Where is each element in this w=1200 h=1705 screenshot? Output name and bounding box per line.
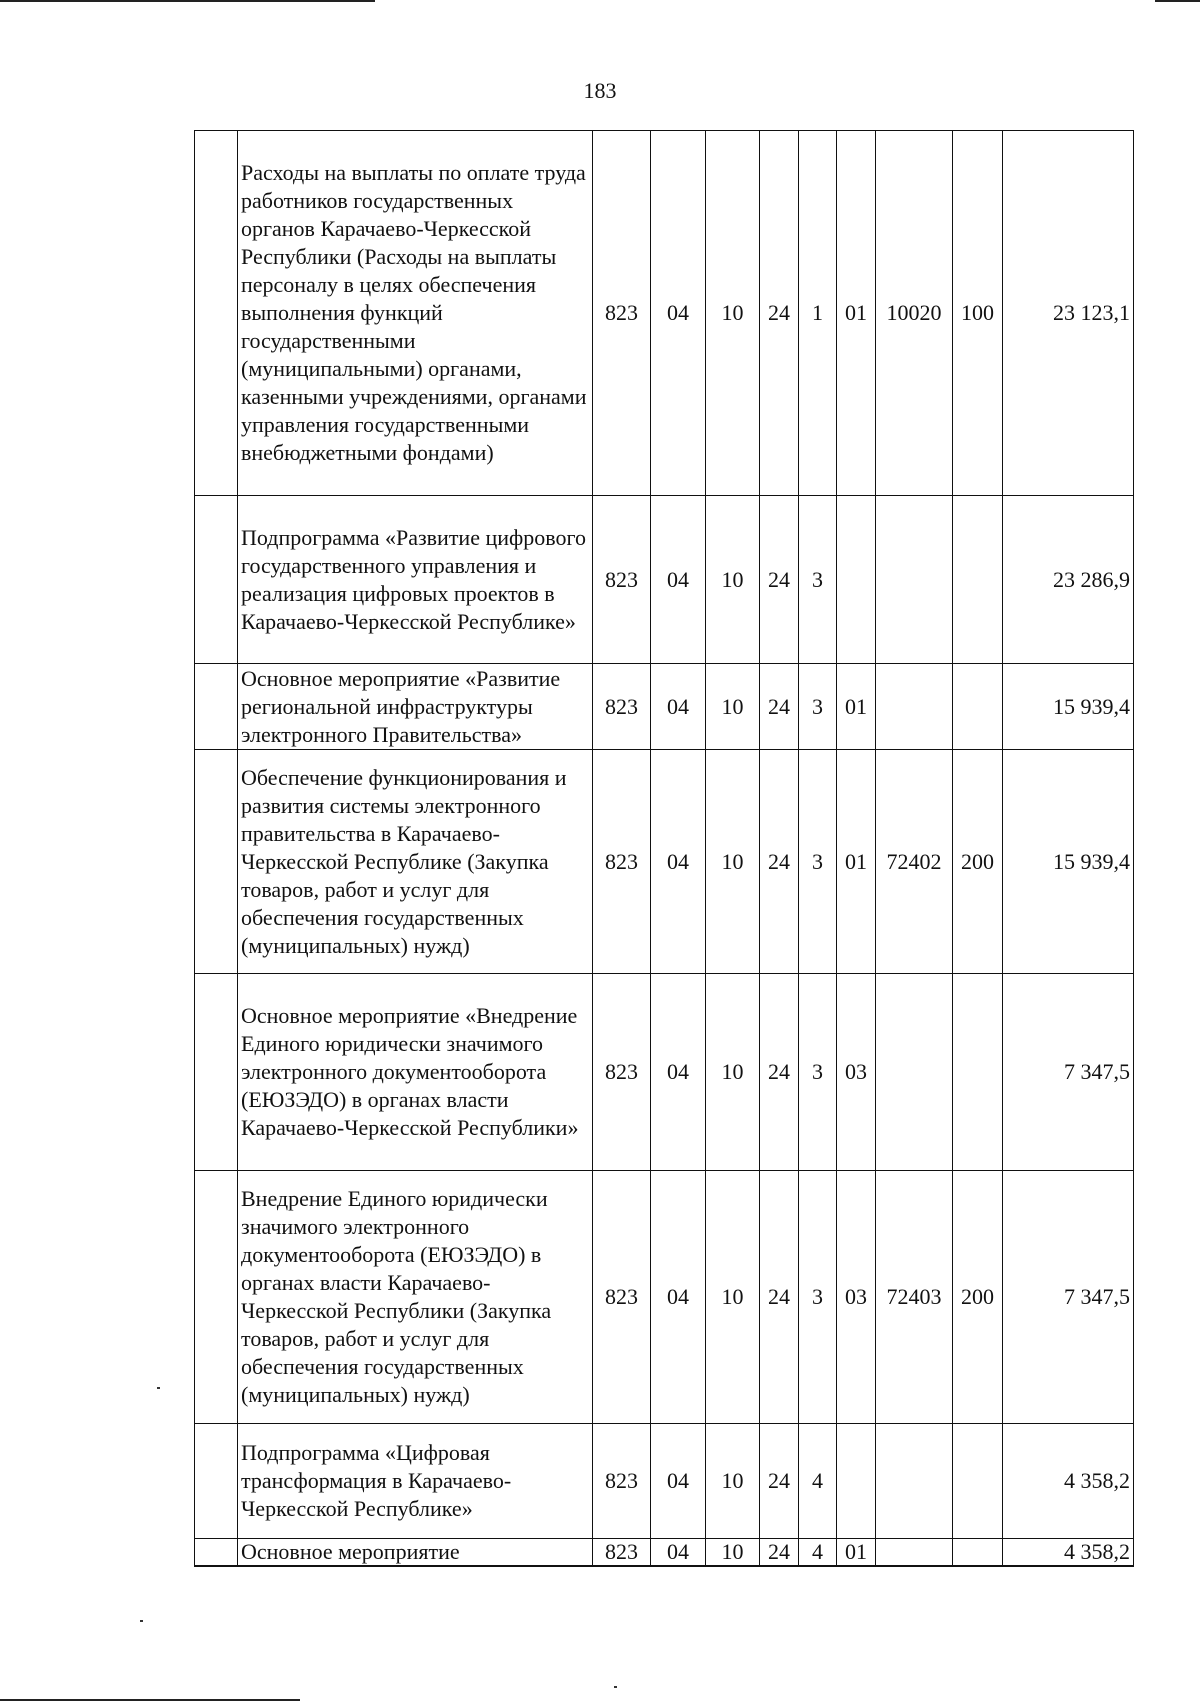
empty-cell — [195, 1539, 238, 1566]
code-cell: 24 — [760, 664, 799, 750]
scan-edge-line — [0, 1699, 300, 1701]
code-cell: 24 — [760, 750, 799, 974]
code-cell: 24 — [760, 974, 799, 1171]
code-cell: 04 — [651, 496, 706, 664]
scan-edge-line — [0, 0, 375, 2]
table-row — [195, 750, 1134, 974]
item-name: Расходы на выплаты по оплате труда работников государственных органов Карачаево-Черкесской Республики (Расходы на выплаты персоналу в целях обеспечения выполнения функций государственными (муниципальными) органами, казенными учреждениями, органами управления государственными внебюджетными фондами) — [238, 131, 593, 496]
code-cell — [837, 496, 876, 664]
item-name: Основное мероприятие — [238, 1539, 593, 1566]
code-cell: 3 — [799, 664, 837, 750]
item-name: Основное мероприятие «Развитие региональной инфраструктуры электронного Правительства» — [238, 664, 593, 750]
code-cell: 04 — [651, 131, 706, 496]
code-cell: 100 — [953, 131, 1003, 496]
code-cell: 72402 — [876, 750, 953, 974]
code-cell: 200 — [953, 1171, 1003, 1424]
code-cell: 10 — [706, 664, 760, 750]
code-cell: 10 — [706, 1424, 760, 1539]
scan-speck — [140, 1620, 143, 1622]
empty-cell — [195, 664, 238, 750]
page-number: 183 — [583, 78, 617, 103]
code-cell: 04 — [651, 1539, 706, 1566]
item-name: Подпрограмма «Развитие цифрового государственного управления и реализация цифровых проектов в Карачаево-Черкесской Республике» — [238, 496, 593, 664]
amount-cell: 23 286,9 — [1003, 496, 1134, 664]
code-cell: 823 — [593, 750, 651, 974]
code-cell: 10 — [706, 1171, 760, 1424]
code-cell — [876, 1539, 953, 1566]
code-cell: 200 — [953, 750, 1003, 974]
empty-cell — [195, 131, 238, 496]
code-cell: 823 — [593, 1539, 651, 1566]
scan-speck — [614, 1686, 617, 1688]
table-row — [195, 496, 1134, 664]
scan-speck — [157, 1387, 160, 1389]
code-cell: 01 — [837, 664, 876, 750]
code-cell: 01 — [837, 750, 876, 974]
code-cell: 04 — [651, 1171, 706, 1424]
budget-table — [194, 130, 1134, 1567]
code-cell — [876, 496, 953, 664]
amount-cell: 15 939,4 — [1003, 664, 1134, 750]
code-cell: 04 — [651, 664, 706, 750]
empty-cell — [195, 496, 238, 664]
amount-cell: 4 358,2 — [1003, 1424, 1134, 1539]
code-cell: 1 — [799, 131, 837, 496]
code-cell: 3 — [799, 750, 837, 974]
code-cell — [953, 664, 1003, 750]
code-cell: 823 — [593, 131, 651, 496]
code-cell: 72403 — [876, 1171, 953, 1424]
empty-cell — [195, 750, 238, 974]
item-name: Основное мероприятие «Внедрение Единого юридически значимого электронного документооборота (ЕЮЗЭДО) в органах власти Карачаево-Черкесской Республики» — [238, 974, 593, 1171]
table-row — [195, 1539, 1134, 1566]
code-cell: 24 — [760, 496, 799, 664]
empty-cell — [195, 1424, 238, 1539]
code-cell: 3 — [799, 496, 837, 664]
code-cell — [837, 1424, 876, 1539]
code-cell — [953, 1424, 1003, 1539]
code-cell: 10 — [706, 1539, 760, 1566]
amount-cell: 4 358,2 — [1003, 1539, 1134, 1566]
item-name: Внедрение Единого юридически значимого электронного документооборота (ЕЮЗЭДО) в органах власти Карачаево-Черкесской Республики (Закупка товаров, работ и услуг для обеспечения государственных (муниципальных) нужд) — [238, 1171, 593, 1424]
code-cell: 03 — [837, 1171, 876, 1424]
code-cell: 10 — [706, 131, 760, 496]
amount-cell: 23 123,1 — [1003, 131, 1134, 496]
code-cell: 3 — [799, 1171, 837, 1424]
amount-cell: 7 347,5 — [1003, 1171, 1134, 1424]
code-cell: 01 — [837, 131, 876, 496]
code-cell: 04 — [651, 1424, 706, 1539]
scan-edge-line — [1155, 0, 1200, 2]
code-cell: 823 — [593, 1171, 651, 1424]
code-cell — [876, 1424, 953, 1539]
code-cell: 04 — [651, 750, 706, 974]
code-cell: 03 — [837, 974, 876, 1171]
code-cell: 24 — [760, 1171, 799, 1424]
table-row — [195, 1171, 1134, 1424]
code-cell — [953, 1539, 1003, 1566]
code-cell: 823 — [593, 496, 651, 664]
code-cell: 3 — [799, 974, 837, 1171]
code-cell: 04 — [651, 974, 706, 1171]
table-row — [195, 1424, 1134, 1539]
table-row — [195, 974, 1134, 1171]
code-cell — [876, 664, 953, 750]
amount-cell: 15 939,4 — [1003, 750, 1134, 974]
code-cell: 823 — [593, 1424, 651, 1539]
code-cell: 4 — [799, 1539, 837, 1566]
item-name: Подпрограмма «Цифровая трансформация в Карачаево-Черкесской Республике» — [238, 1424, 593, 1539]
table-row — [195, 664, 1134, 750]
code-cell: 823 — [593, 664, 651, 750]
empty-cell — [195, 1171, 238, 1424]
code-cell: 10 — [706, 496, 760, 664]
code-cell — [876, 974, 953, 1171]
code-cell — [953, 496, 1003, 664]
amount-cell: 7 347,5 — [1003, 974, 1134, 1171]
code-cell: 01 — [837, 1539, 876, 1566]
table-row — [195, 131, 1134, 496]
code-cell: 24 — [760, 1424, 799, 1539]
code-cell: 4 — [799, 1424, 837, 1539]
code-cell: 823 — [593, 974, 651, 1171]
code-cell: 24 — [760, 1539, 799, 1566]
code-cell: 24 — [760, 131, 799, 496]
code-cell: 10 — [706, 750, 760, 974]
code-cell: 10020 — [876, 131, 953, 496]
empty-cell — [195, 974, 238, 1171]
item-name: Обеспечение функционирования и развития системы электронного правительства в Карачаево-Черкесской Республике (Закупка товаров, работ и услуг для обеспечения государственных (муниципальных) нужд) — [238, 750, 593, 974]
code-cell — [953, 974, 1003, 1171]
code-cell: 10 — [706, 974, 760, 1171]
